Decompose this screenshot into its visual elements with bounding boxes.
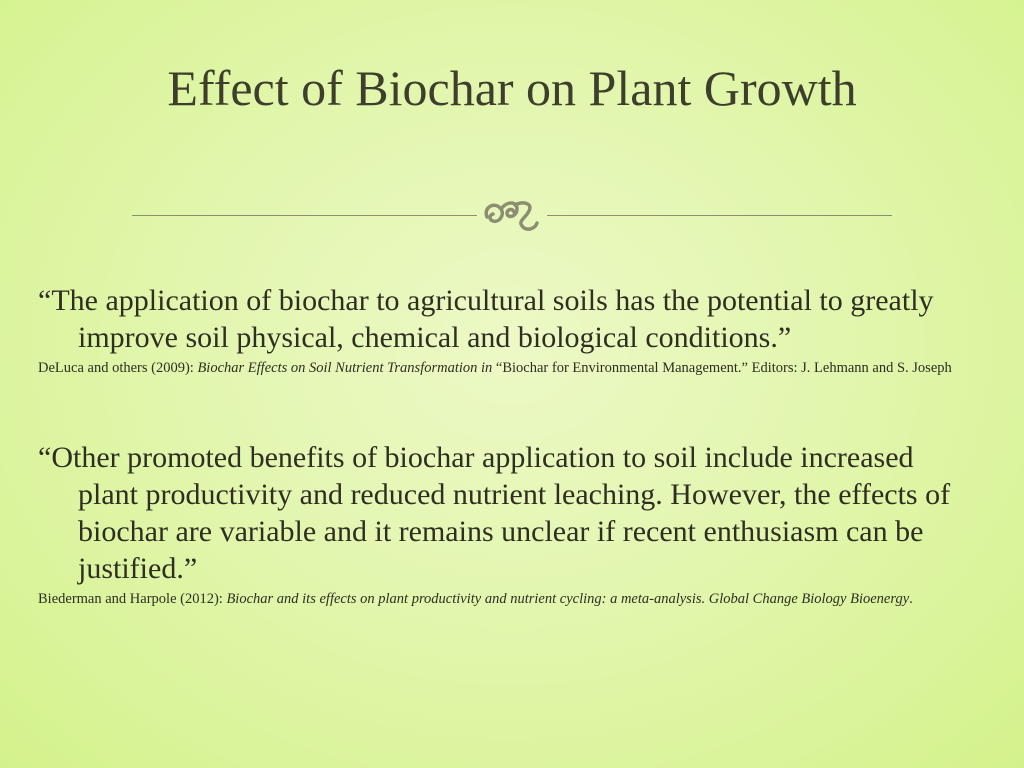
quote-block bbox=[38, 282, 978, 377]
quote-citation bbox=[38, 591, 978, 608]
slide-body bbox=[38, 282, 978, 608]
citation-source: “Biochar for Environmental Management.” Editors: J. Lehmann and S. Joseph bbox=[492, 360, 952, 376]
divider-line-left bbox=[132, 215, 477, 216]
citation-source: . bbox=[909, 591, 913, 607]
title-divider bbox=[132, 195, 892, 235]
quote-citation bbox=[38, 360, 978, 377]
citation-title: Biochar Effects on Soil Nutrient Transformation in bbox=[197, 360, 493, 376]
citation-authors: Biederman and Harpole (2012): bbox=[38, 591, 227, 607]
quote-text: “The application of biochar to agricultural soils has the potential to greatly improve soil physical, chemical and biological conditions.” bbox=[38, 284, 934, 354]
citation-authors: DeLuca and others (2009): bbox=[38, 360, 198, 376]
slide-title: Effect of Biochar on Plant Growth bbox=[167, 60, 857, 116]
quote-text: “Other promoted benefits of biochar application to soil include increased plant productivity and reduced nutrient leaching. However, the effects of biochar are variable and it remains unclear if recent enthusiasm can be justified.” bbox=[38, 441, 951, 585]
flourish-icon bbox=[477, 195, 547, 235]
citation-title: Biochar and its effects on plant productivity and nutrient cycling: a meta-analysis. Global Change Biology Bioenergy bbox=[226, 591, 910, 607]
divider-line-right bbox=[547, 215, 892, 216]
quote-block bbox=[38, 439, 978, 608]
